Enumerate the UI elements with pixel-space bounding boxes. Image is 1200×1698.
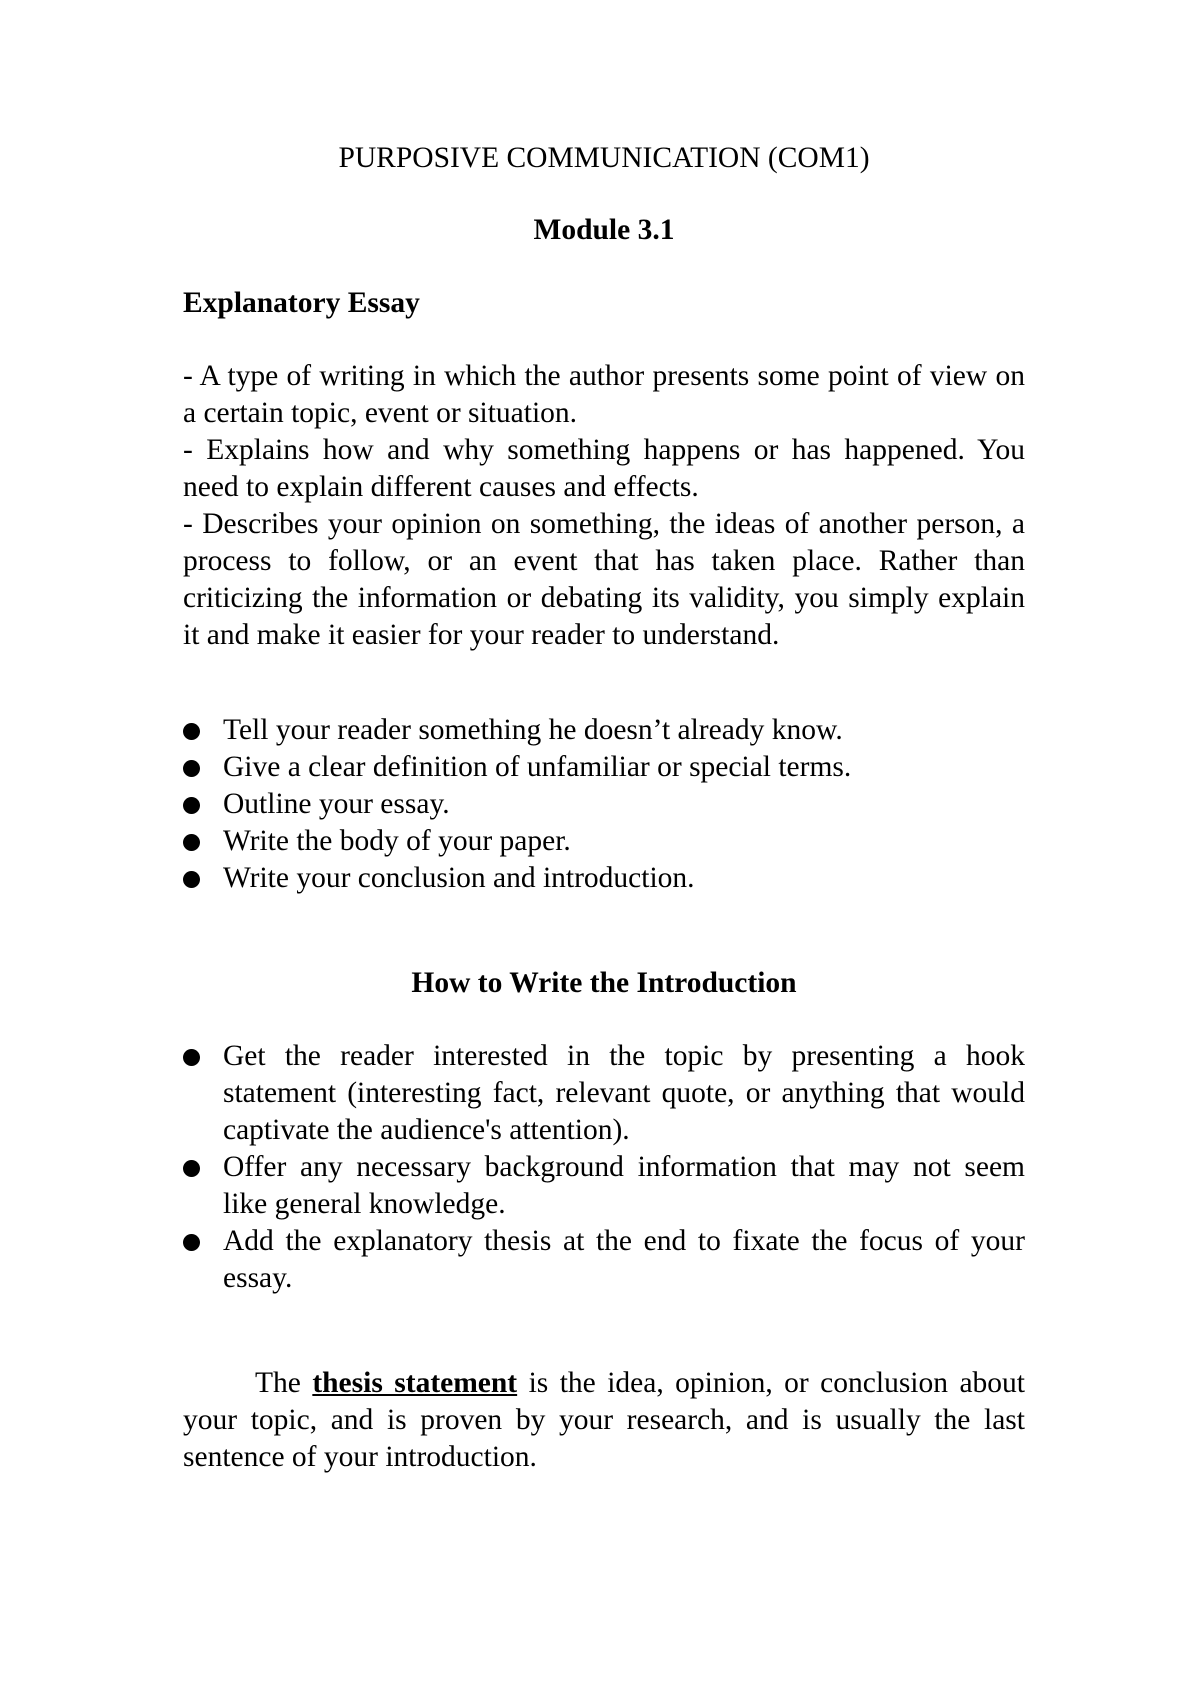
tips-list (183, 712, 1025, 897)
module-number: Module 3.1 (533, 214, 675, 246)
list-item-text: Offer any necessary background information that may not seem like general knowledge. (223, 1151, 1025, 1220)
bullet-icon (183, 1234, 200, 1251)
bullet-icon (183, 760, 200, 777)
bullet-icon (183, 871, 200, 888)
list-item-text: Get the reader interested in the topic by presenting a hook statement (interesting fact, relevant quote, or anything that would captivate the audience's attention). (223, 1040, 1025, 1146)
list-item (183, 823, 1025, 860)
bullet-icon (183, 723, 200, 740)
thesis-term: thesis statement (312, 1367, 518, 1399)
bullet-icon (183, 1049, 200, 1066)
thesis-paragraph (183, 1365, 1025, 1476)
list-item (183, 749, 1025, 786)
definition-paragraph: - A type of writing in which the author presents some point of view on a certain topic, event or situation. (183, 360, 1025, 429)
bullet-icon (183, 834, 200, 851)
list-item-text: Outline your essay. (223, 788, 450, 820)
list-item (183, 712, 1025, 749)
list-item-text: Write the body of your paper. (223, 825, 571, 857)
spacer (183, 1297, 1025, 1365)
section-heading-explanatory-essay: Explanatory Essay (183, 287, 420, 319)
course-title: PURPOSIVE COMMUNICATION (COM1) (338, 142, 870, 174)
list-item-text: Give a clear definition of unfamiliar or special terms. (223, 751, 852, 783)
definition-paragraph: - Explains how and why something happens or has happened. You need to explain different causes and effects. (183, 434, 1025, 503)
thesis-rest: is the idea, opinion, or conclusion about your topic, and is proven by your research, and is usually the last sentence of your introduction. (183, 1367, 1025, 1473)
definition-paragraph: - Describes your opinion on something, the ideas of another person, a process to follow, or an event that has taken place. Rather than criticizing the information or debating its validity, you simply explain it and make it easier for your reader to understand. (183, 508, 1025, 651)
list-item (183, 860, 1025, 897)
list-item-text: Add the explanatory thesis at the end to fixate the focus of your essay. (223, 1225, 1025, 1294)
list-item-text: Write your conclusion and introduction. (223, 862, 695, 894)
section-heading-introduction: How to Write the Introduction (411, 967, 797, 999)
list-item (183, 1149, 1025, 1223)
list-item-text: Tell your reader something he doesn’t already know. (223, 714, 843, 746)
list-item (183, 786, 1025, 823)
list-item (183, 1038, 1025, 1149)
spacer (183, 654, 1025, 712)
list-item (183, 1223, 1025, 1297)
thesis-lead: The (255, 1367, 313, 1399)
bullet-icon (183, 1160, 200, 1177)
spacer (183, 897, 1025, 965)
introduction-steps-list (183, 1038, 1025, 1297)
bullet-icon (183, 797, 200, 814)
document-page (183, 140, 1025, 1476)
